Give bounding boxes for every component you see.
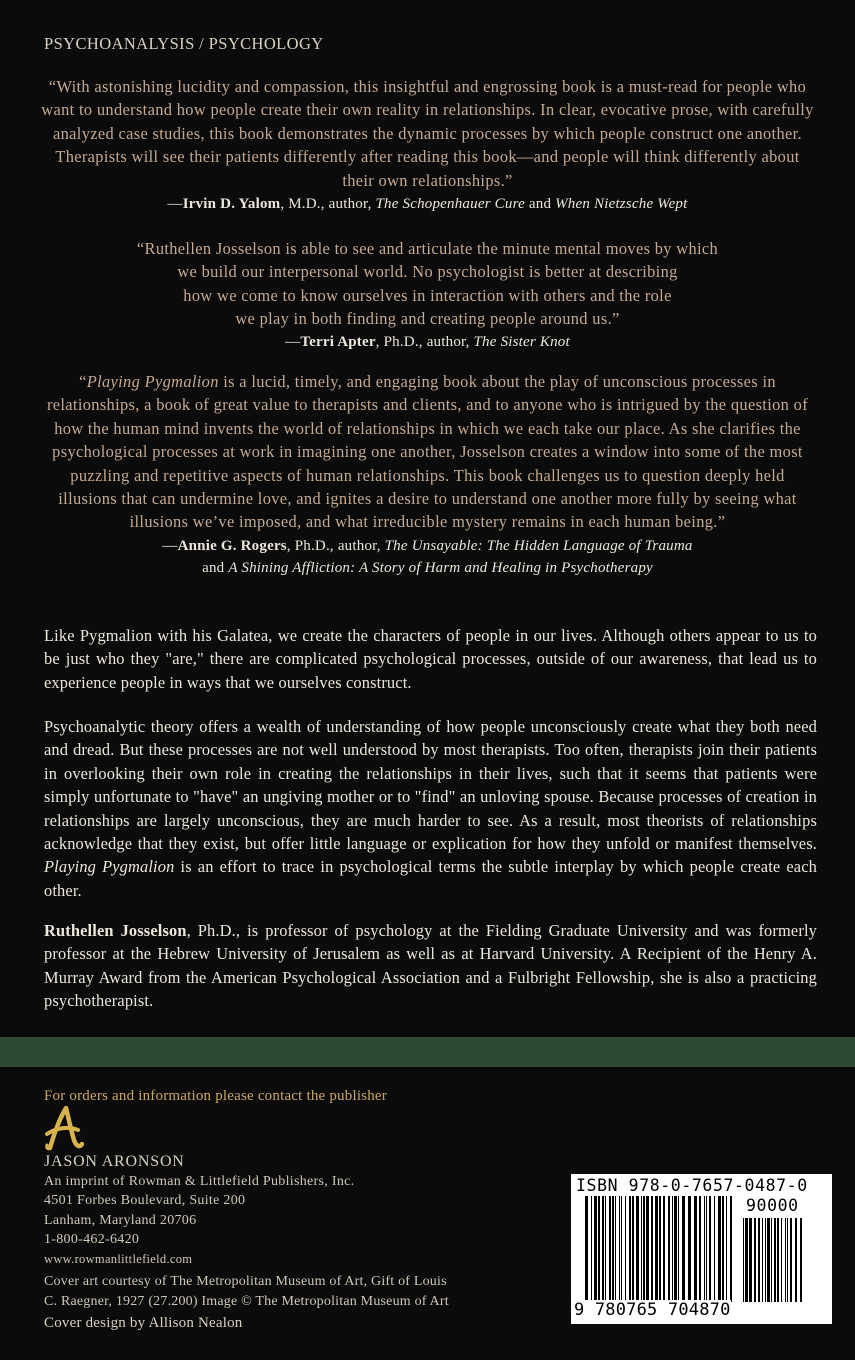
barcode-bar xyxy=(795,1218,797,1302)
barcode-bar xyxy=(706,1196,707,1302)
book-title: Playing Pygmalion xyxy=(86,372,219,391)
isbn-barcode xyxy=(571,1174,832,1324)
barcode-bar xyxy=(762,1218,763,1302)
quote-text: “With astonishing lucidity and compassion, this insightful and engrossing book is a must-read for people who want to understand how people create their own reality in relationships. In clear, evocative prose, with carefully analyzed case studies, this book demonstrates the dynamic processes by which people construct one another. Therapists will see their patients differently after reading this book—and people will think differently about their own relationships.” xyxy=(41,77,814,190)
quote-author: Irvin D. Yalom xyxy=(182,196,281,213)
barcode-bar xyxy=(641,1196,642,1302)
barcode-bar xyxy=(714,1196,715,1302)
barcode-bar xyxy=(605,1196,606,1302)
quote-author: Terri Apter xyxy=(300,333,376,350)
barcode-bar xyxy=(598,1196,600,1302)
barcode-bar xyxy=(749,1218,752,1302)
category-label: PSYCHOANALYSIS / PSYCHOLOGY xyxy=(44,34,324,53)
author-bio: Ruthellen Josselson, Ph.D., is professor of psychology at the Fielding Graduate University and was formerly professor at the Hebrew University of Jerusalem as well as at Harvard University. A Recipient of the Henry A. Murray Award from the American Psychological Association and a Fulbright Fellowship, she is also a practicing psychotherapist. xyxy=(44,921,817,1011)
barcode-bar xyxy=(709,1196,711,1302)
book-title: Playing Pygmalion xyxy=(44,857,175,877)
cover-art-credit: C. Raegner, 1927 (27.200) Image © The Metropolitan Museum of Art xyxy=(44,1293,449,1309)
barcode-bar xyxy=(682,1196,685,1302)
decorative-band xyxy=(0,1037,855,1067)
barcode-bar xyxy=(781,1218,782,1302)
barcode-bar xyxy=(612,1196,614,1302)
book-title: The Sister Knot xyxy=(473,333,570,350)
barcode-bar xyxy=(672,1196,673,1302)
publisher-address-line: Lanham, Maryland 20706 xyxy=(44,1212,197,1228)
barcode-bar xyxy=(678,1196,679,1302)
barcode-bar xyxy=(699,1196,701,1302)
barcode-bar xyxy=(790,1218,792,1302)
quote-line: “Ruthellen Josselson is able to see and articulate the minute mental moves by which xyxy=(136,239,719,258)
barcode-bar xyxy=(663,1196,665,1302)
barcode-bar xyxy=(771,1218,772,1302)
barcode-bar xyxy=(704,1196,705,1302)
barcode-bar xyxy=(636,1196,639,1302)
barcode-bar xyxy=(629,1196,631,1302)
barcode-bar xyxy=(646,1196,649,1302)
barcode-bar xyxy=(591,1196,592,1302)
ean-barcode-bars xyxy=(585,1196,735,1302)
barcode-bar xyxy=(632,1196,634,1302)
cover-art-credit: Cover art courtesy of The Metropolitan Museum of Art, Gift of Louis xyxy=(44,1274,447,1289)
barcode-bar xyxy=(726,1196,727,1302)
barcode-bar xyxy=(621,1196,622,1302)
barcode-bar xyxy=(774,1218,776,1302)
barcode-bar xyxy=(609,1196,611,1302)
publisher-imprint: An imprint of Rowman & Littlefield Publishers, Inc. xyxy=(44,1173,355,1189)
barcode-bar xyxy=(655,1196,658,1302)
barcode-bar xyxy=(722,1196,724,1302)
book-title: The Schopenhauer Cure xyxy=(375,196,525,213)
barcode-bar xyxy=(688,1196,691,1302)
barcode-bar xyxy=(745,1218,748,1302)
description-paragraph-1: Like Pygmalion with his Galatea, we create the characters of people in our lives. Although others appear to us to be just who they "are," there are complicated psychological processes, outside of our awareness, that lead us to experience people in ways that we ourselves construct. xyxy=(44,626,817,692)
cover-design-credit: Cover design by Allison Nealon xyxy=(44,1315,243,1331)
barcode-bar xyxy=(594,1196,597,1302)
barcode-bar xyxy=(787,1218,788,1302)
barcode-bar xyxy=(718,1196,721,1302)
praise-quote-yalom xyxy=(40,75,815,215)
barcode-bar xyxy=(777,1218,779,1302)
quote-attribution: —Irvin D. Yalom, M.D., author, The Schopenhauer Cure and When Nietzsche Wept xyxy=(167,196,688,213)
barcode-bar xyxy=(643,1196,645,1302)
publisher-info xyxy=(44,1152,354,1269)
barcode-bar xyxy=(758,1218,760,1302)
praise-quote-rogers xyxy=(40,370,815,579)
barcode-bar xyxy=(694,1196,697,1302)
praise-quote-apter xyxy=(40,237,815,353)
quote-attribution: —Terri Apter, Ph.D., author, The Sister Knot xyxy=(285,333,570,350)
barcode-bar xyxy=(765,1218,766,1302)
author-name: Ruthellen Josselson xyxy=(44,921,187,940)
price-code: 90000 xyxy=(746,1196,799,1215)
barcode-bar xyxy=(651,1196,653,1302)
barcode-bar xyxy=(754,1218,756,1302)
barcode-bar xyxy=(602,1196,604,1302)
quote-line: how we come to know ourselves in interaction with others and the role xyxy=(183,285,672,305)
publisher-name: JASON ARONSON xyxy=(44,1153,185,1170)
barcode-bar xyxy=(668,1196,670,1302)
publisher-contact-line: For orders and information please contact the publisher xyxy=(44,1088,387,1104)
quote-text: “Playing Pygmalion is a lucid, timely, and engaging book about the play of unconscious processes in relationships, a book of great value to therapists and clients, and to anyone who is intrigued by the question of how the human mind invents the world of relationships in which we each take our place. As she clarifies the psychological processes at work in imagining one another, Josselson creates a window into some of the most puzzling and repetitive aspects of human relationships. This book challenges us to question deeply held illusions that can undermine love, and ignites a desire to understand one another more fully by seeing what illusions we’ve imposed, and what irreducible mystery remains in each human being.” xyxy=(46,372,809,532)
publisher-address-line: 4501 Forbes Boulevard, Suite 200 xyxy=(44,1193,246,1208)
isbn-label: ISBN 978-0-7657-0487-0 xyxy=(576,1176,808,1195)
quote-line: we play in both finding and creating people around us.” xyxy=(235,309,620,329)
price-barcode-bars xyxy=(743,1218,805,1302)
barcode-bar xyxy=(785,1218,786,1302)
description-paragraph-2: Psychoanalytic theory offers a wealth of understanding of how people unconsciously create what they both need and dread. But these processes are not well understood by most therapists. Too often, therapists join their patients in overlooking their own role in creating the relationships in their lives, such that it seems that patients were simply unfortunate to "have" an ungiving mother or to "find" an unloving spouse. Because processes of creation in relationships are largely unconscious, they are much harder to see. As a result, most theorists of relationships acknowledge that they exist, but offer little language or explication for how they unfold or manifest themselves. Playing Pygmalion is an effort to trace in psychological terms the subtle interplay by which people create each other. xyxy=(44,717,817,900)
barcode-bar xyxy=(730,1196,732,1302)
quote-attribution-cont: and A Shining Affliction: A Story of Harm and Healing in Psychotherapy xyxy=(202,559,653,576)
barcode-bar xyxy=(659,1196,661,1302)
barcode-bar xyxy=(619,1196,620,1302)
barcode-bar xyxy=(585,1196,588,1302)
cover-credits xyxy=(44,1272,449,1334)
barcode-bar xyxy=(625,1196,626,1302)
book-title: A Shining Affliction: A Story of Harm and Healing in Psychotherapy xyxy=(228,559,653,576)
quote-author: Annie G. Rogers xyxy=(177,537,287,554)
barcode-bar xyxy=(743,1218,744,1302)
book-title: The Unsayable: The Hidden Language of Trauma xyxy=(384,537,693,554)
quote-line: we build our interpersonal world. No psychologist is better at describing xyxy=(177,262,678,282)
barcode-bar xyxy=(800,1218,802,1302)
barcode-bar xyxy=(615,1196,616,1302)
publisher-website: www.rowmanlittlefield.com xyxy=(44,1251,193,1266)
publisher-phone: 1-800-462-6420 xyxy=(44,1232,140,1247)
barcode-bar xyxy=(674,1196,677,1302)
ean-digits: 9 780765 704870 xyxy=(574,1300,731,1320)
book-title: When Nietzsche Wept xyxy=(555,196,688,213)
quote-attribution: —Annie G. Rogers, Ph.D., author, The Unsayable: The Hidden Language of Trauma xyxy=(162,537,693,554)
barcode-bar xyxy=(767,1218,770,1302)
publisher-logo-icon xyxy=(44,1104,84,1152)
